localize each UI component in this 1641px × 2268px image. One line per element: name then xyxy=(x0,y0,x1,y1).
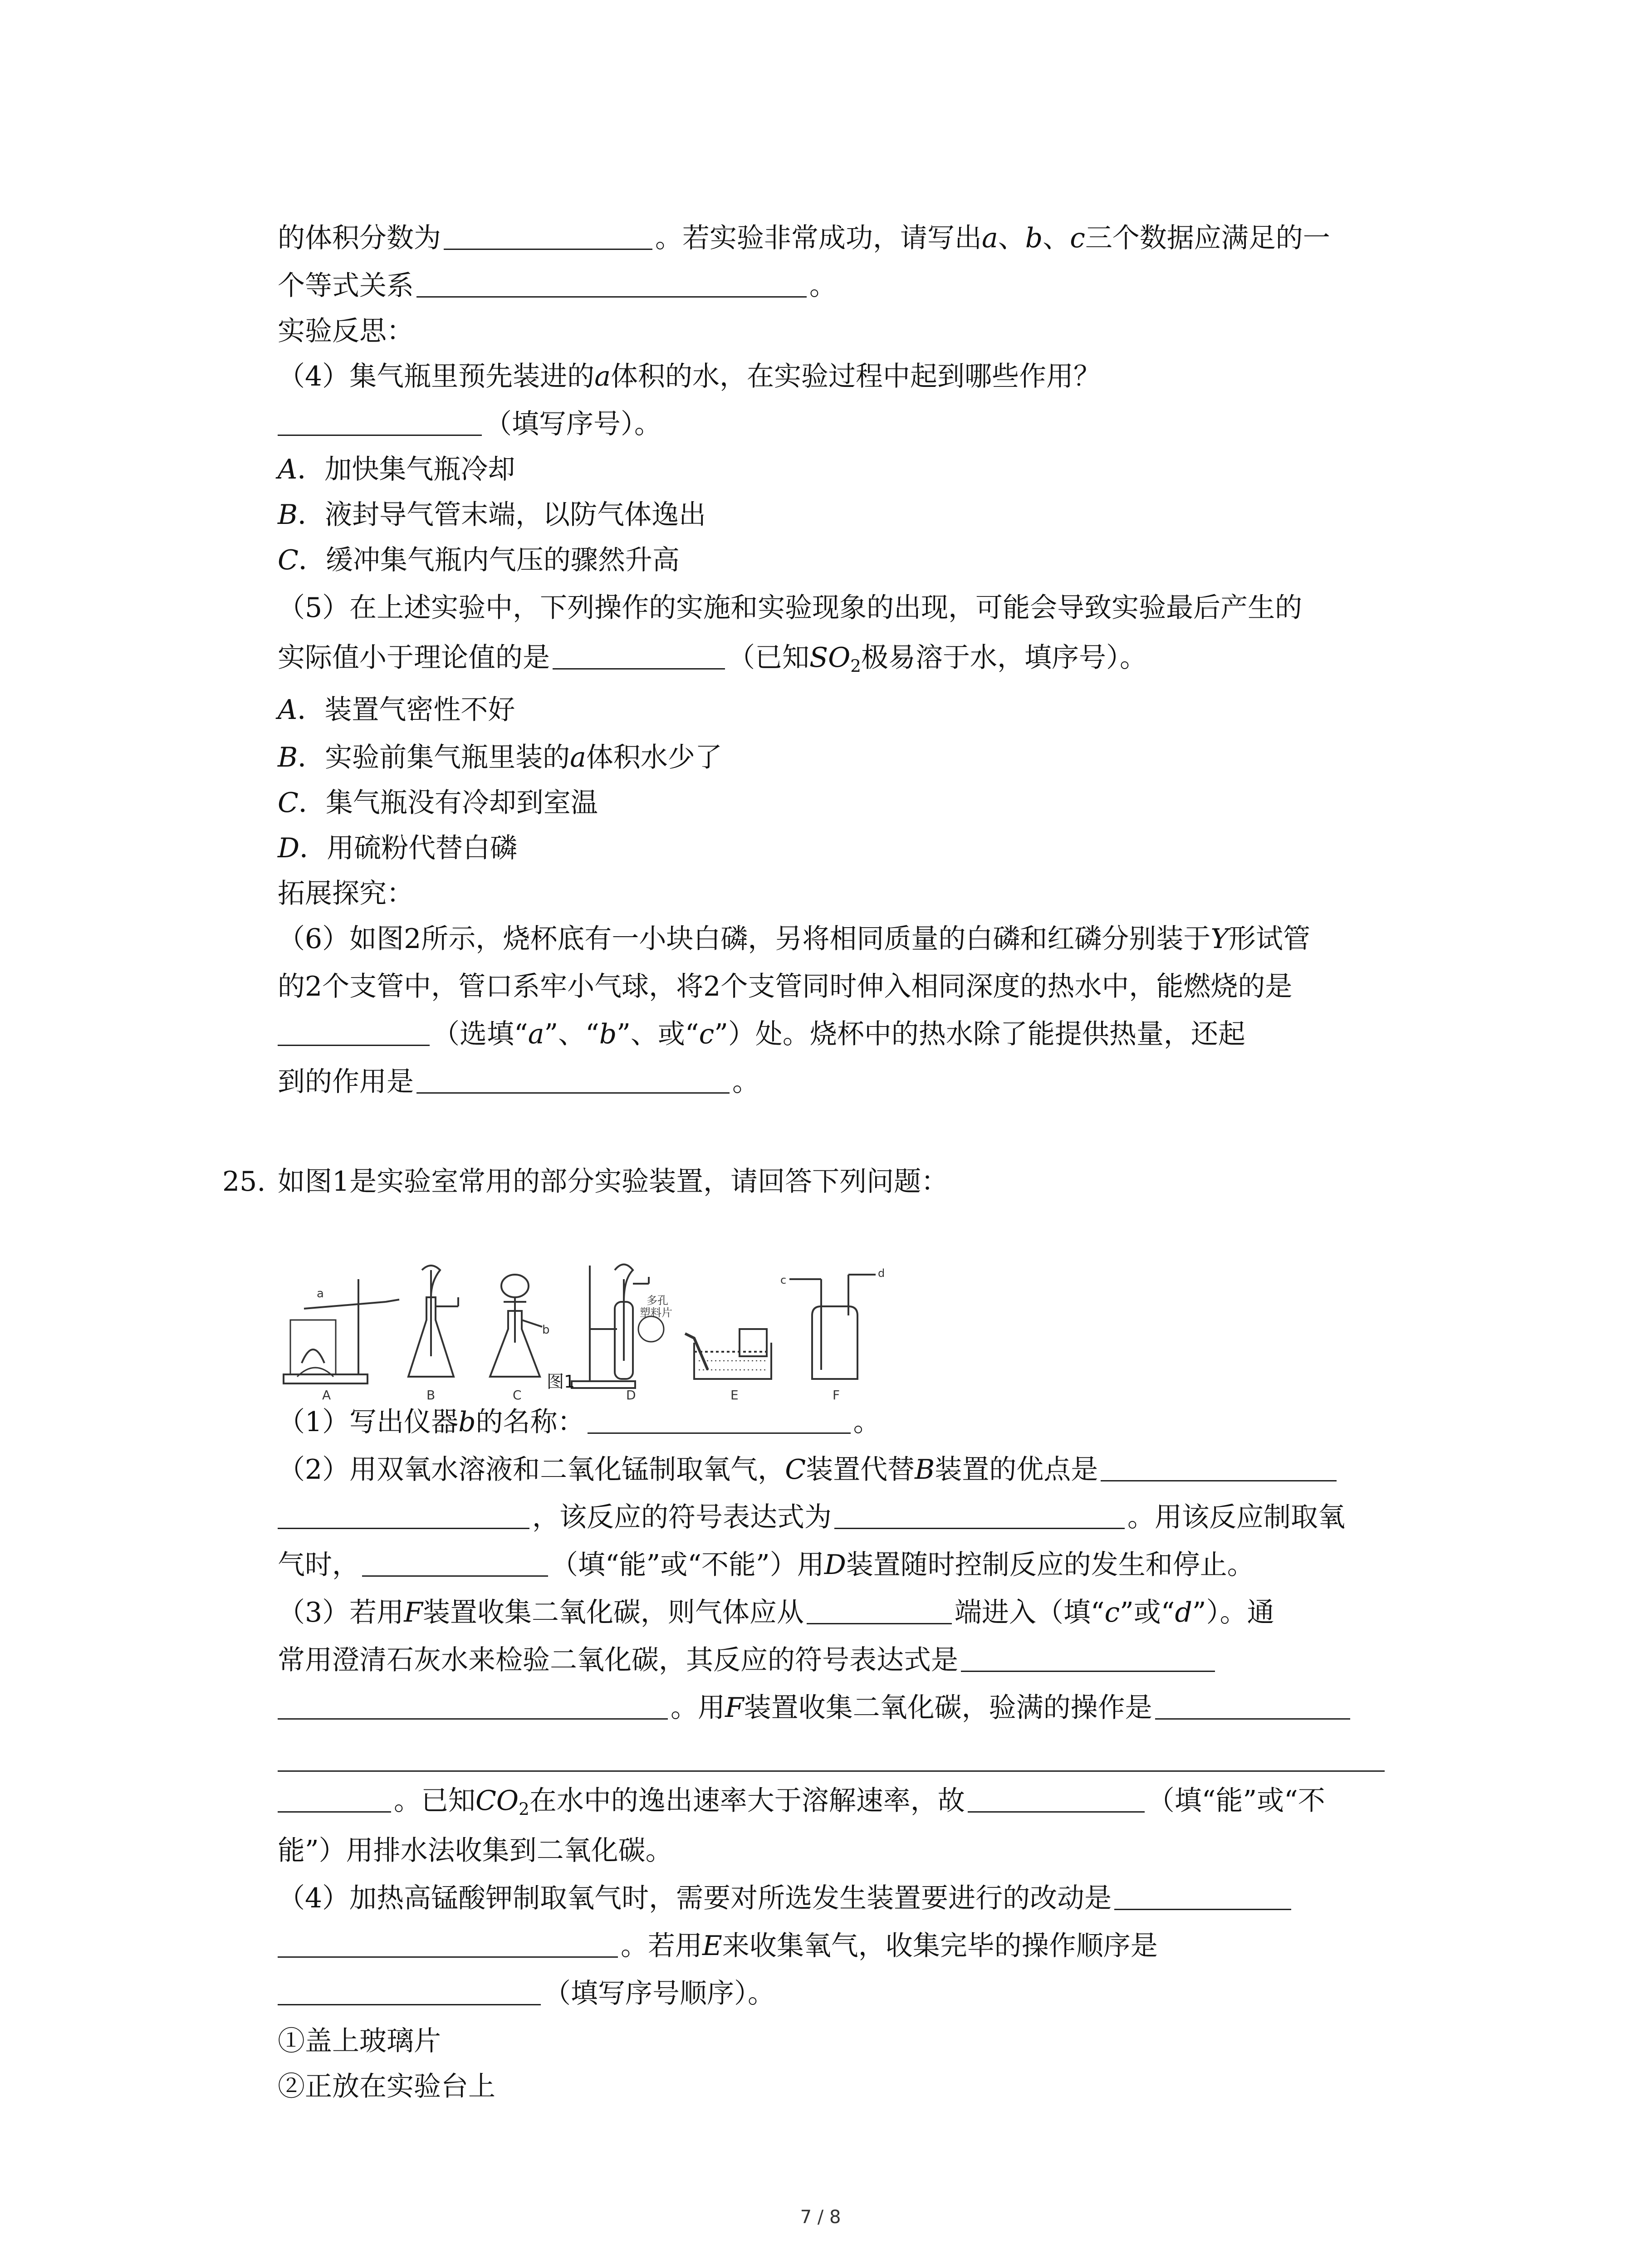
letter-b-label: b xyxy=(542,1323,550,1337)
answer-blank[interactable] xyxy=(278,1747,1385,1772)
apparatus-label: A xyxy=(322,1388,331,1402)
plate-label: 多孔 xyxy=(647,1294,668,1307)
section-heading: 实验反思： xyxy=(278,315,414,347)
answer-blank[interactable] xyxy=(278,1695,668,1720)
answer-blank[interactable] xyxy=(1114,1885,1291,1910)
question-text: （4）集气瓶里预先装进的a体积的水，在实验过程中起到哪些作用？ xyxy=(278,361,1101,392)
answer-blank[interactable] xyxy=(278,1021,430,1046)
text-line: （填写序号）。 xyxy=(278,406,1469,442)
option-b: B．实验前集气瓶里装的a体积水少了 xyxy=(278,742,722,773)
question-text: （3）若用F装置收集二氧化碳，则气体应从 端进入（填“c”或“d”）。通 xyxy=(278,1597,1274,1628)
text-line: （选填“a”、“b”、或“c”）处。烧杯中的热水除了能提供热量，还起 xyxy=(278,1016,1469,1052)
option-c: C．集气瓶没有冷却到室温 xyxy=(278,787,598,819)
letter-a-label: a xyxy=(317,1287,324,1300)
apparatus-label: D xyxy=(626,1388,636,1402)
step-item: ②正放在实验台上 xyxy=(278,2071,495,2102)
apparatus-label: E xyxy=(730,1388,739,1402)
question-text: （6）如图2所示，烧杯底有一小块白磷，另将相同质量的白磷和红磷分别装于Y形试管 xyxy=(278,923,1310,955)
text-line: 常用澄清石灰水来检验二氧化碳，其反应的符号表达式是 xyxy=(278,1642,1469,1678)
question-text: （5）在上述实验中，下列操作的实施和实验现象的出现，可能会导致实验最后产生的 xyxy=(278,592,1303,624)
answer-blank[interactable] xyxy=(807,1599,952,1624)
step-item: ①盖上玻璃片 xyxy=(278,2025,441,2057)
answer-blank[interactable] xyxy=(553,645,725,670)
answer-blank[interactable] xyxy=(444,225,652,250)
section-heading: 拓展探究： xyxy=(278,878,414,909)
answer-blank[interactable] xyxy=(416,273,807,298)
answer-blank[interactable] xyxy=(961,1647,1215,1672)
option-a: A．加快集气瓶冷却 xyxy=(278,454,515,485)
page-number: 7 / 8 xyxy=(800,2207,841,2228)
question-text: 的2个支管中，管口系牢小气球，将2个支管同时伸入相同深度的热水中，能燃烧的是 xyxy=(278,971,1293,1002)
answer-blank[interactable] xyxy=(968,1788,1145,1813)
text-line: 。若用E来收集氧气，收集完毕的操作顺序是 xyxy=(278,1928,1469,1964)
text-line: 个等式关系 。 xyxy=(278,270,837,302)
answer-blank[interactable] xyxy=(278,1980,541,2005)
answer-blank[interactable] xyxy=(1155,1695,1350,1720)
apparatus-label: C xyxy=(513,1388,522,1402)
answer-blank[interactable] xyxy=(278,1788,391,1813)
option-b: B．液封导气管末端，以防气体逸出 xyxy=(278,499,706,531)
plate-label: 塑料片 xyxy=(640,1306,672,1319)
letter-d-label: d xyxy=(878,1267,885,1280)
option-d: D．用硫粉代替白磷 xyxy=(278,832,518,864)
answer-blank[interactable] xyxy=(278,1933,618,1958)
apparatus-figure xyxy=(277,1252,921,1402)
text-line: 实际值小于理论值的是 （已知$SO_2$极易溶于水，填序号）。 xyxy=(278,642,1147,676)
text-line: 能”）用排水法收集到二氧化碳。 xyxy=(278,1835,673,1867)
question-text: （2）用双氧水溶液和二氧化锰制取氧气，C装置代替B装置的优点是 xyxy=(278,1452,1469,1488)
apparatus-label: F xyxy=(833,1388,840,1402)
text-line: （填写序号顺序）。 xyxy=(278,1975,1469,2012)
apparatus-d xyxy=(572,1265,672,1388)
question-text: （1）写出仪器b的名称： 。 xyxy=(278,1406,881,1438)
option-c: C．缓冲集气瓶内气压的骤然升高 xyxy=(278,544,680,576)
apparatus-b xyxy=(408,1266,458,1377)
text-line: 到的作用是 。 xyxy=(278,1066,759,1098)
apparatus-label: B xyxy=(426,1388,436,1402)
text-line xyxy=(278,1742,1469,1778)
answer-blank[interactable] xyxy=(278,1504,529,1529)
answer-blank[interactable] xyxy=(588,1409,851,1434)
text-line: 的体积分数为 。若实验非常成功，请写出a、b、c三个数据应满足的一 xyxy=(278,222,1330,254)
answer-blank[interactable] xyxy=(1101,1457,1337,1481)
figure-caption: 图1 xyxy=(547,1372,575,1392)
question-text: 如图1是实验室常用的部分实验装置，请回答下列问题： xyxy=(278,1166,949,1198)
apparatus-e xyxy=(685,1329,771,1379)
apparatus-diagram xyxy=(277,1252,921,1402)
answer-blank[interactable] xyxy=(416,1069,730,1094)
option-a: A．装置气密性不好 xyxy=(278,694,515,726)
text-line: 。用F装置收集二氧化碳，验满的操作是 xyxy=(278,1690,1469,1726)
answer-blank[interactable] xyxy=(278,411,482,436)
question-number: 25. xyxy=(222,1166,266,1198)
apparatus-f xyxy=(780,1267,885,1379)
text-line: 气时， （填“能”或“不能”）用D装置随时控制反应的发生和停止。 xyxy=(278,1549,1254,1581)
apparatus-c xyxy=(490,1275,550,1377)
letter-c-label: c xyxy=(780,1274,787,1286)
apparatus-a xyxy=(284,1279,399,1383)
question-text: （4）加热高锰酸钾制取氧气时，需要对所选发生装置要进行的改动是 xyxy=(278,1880,1469,1916)
text-line: ，该反应的符号表达式为 。用该反应制取氧 xyxy=(278,1499,1469,1535)
answer-blank[interactable] xyxy=(362,1552,548,1577)
text-line: 。已知$CO_2$在水中的逸出速率大于溶解速率，故 （填“能”或“不 xyxy=(278,1783,1469,1819)
answer-blank[interactable] xyxy=(834,1504,1125,1529)
